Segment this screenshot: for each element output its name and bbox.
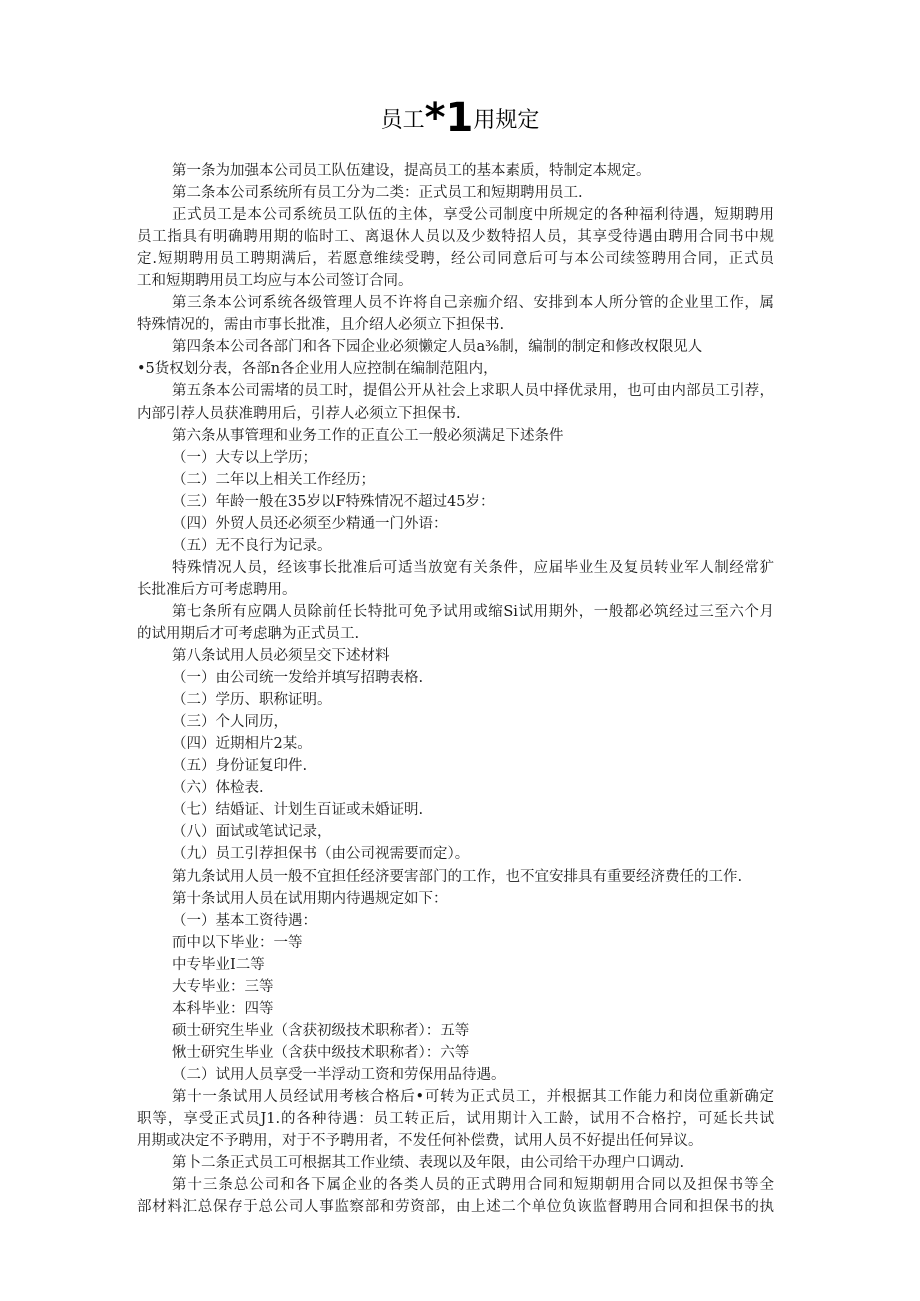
text-line: 第二条本公司系统所有员工分为二类：正式员工和短期聘用员工. bbox=[172, 185, 583, 202]
text-line: （一）大专以上学历； bbox=[172, 449, 317, 466]
text-line: （五）身份证复印件. bbox=[172, 758, 308, 775]
text-line: （八）面试或笔试记录， bbox=[172, 824, 332, 841]
text-line: （三）个人同历， bbox=[172, 714, 288, 731]
text-line: 第七条所有应隅人员除前任长特批可免予试用或缩Si试用期外，一般都必筑经过三至六个月 bbox=[172, 603, 774, 620]
text-line: 第一条为加强本公司员工队伍建设，提高员工的基本素质，特制定本规定。 bbox=[172, 163, 651, 179]
text-line: 员工指具有明确聘用期的临时工、离退休人员以及少数特招人员，其享受待遇由聘用合同书中规 bbox=[137, 229, 774, 246]
text-line: 第九条试用人员一般不宜担任经济要害部门的工作，也不宜安排具有重要经济费任的工作. bbox=[172, 868, 743, 885]
text-line: （九）员工引荐担保书（由公司视需要而定）。 bbox=[172, 846, 470, 863]
text-line: •5货权划分表，各部n各企业用人应控制在编制范阻内， bbox=[137, 361, 498, 378]
title-suffix: 用规定 bbox=[473, 108, 540, 133]
text-line: （五）无不良行为记录。 bbox=[172, 537, 332, 554]
text-line: 第十一条试用人员经试用考核合格后•可转为正式员工，并根据其工作能力和岗位重新确定 bbox=[172, 1088, 774, 1105]
text-line: 大专毕业：三等 bbox=[172, 978, 274, 995]
text-line: 第卜二条正式员工可根据其工作业绩、表现以及年限，由公司给干办理户口调动. bbox=[172, 1155, 685, 1172]
text-line: 特殊情况的，需由市事长批准，且介绍人必须立下担保书. bbox=[137, 317, 505, 334]
text-line: 工和短期聘用员工均应与本公司签订合同。 bbox=[137, 273, 413, 290]
title-mark: *1 bbox=[424, 95, 474, 141]
document-title bbox=[0, 95, 920, 141]
text-line: 的试用期后才可考虑聃为正式员工. bbox=[137, 625, 360, 642]
text-line: （二）试用人员享受一半浮动工资和劳保用品待遇。 bbox=[172, 1066, 506, 1083]
document-body bbox=[137, 160, 774, 1218]
text-line: 第八条试用人员必须呈交下述材料 bbox=[172, 648, 390, 665]
text-line: 第六条从事管理和业务工作的正直公工一般必须满足下述条件 bbox=[172, 427, 564, 444]
text-line: （一）由公司统一发给并填写招聘表格. bbox=[172, 670, 424, 687]
text-line: 本科毕业：四等 bbox=[172, 1000, 274, 1017]
text-line: 中专毕业I二等 bbox=[172, 956, 265, 973]
text-line: 第四条本公司各部门和各下园企业必须懒定人员a⅜制，编制的制定和修改权限见人 bbox=[172, 339, 703, 356]
text-line: （六）体检表. bbox=[172, 780, 264, 797]
text-line: （七）结婚证、计划生百证或未婚证明. bbox=[172, 802, 424, 819]
text-line: 部材料汇总保存于总公司人事监察部和劳资部，由上述二个单位负诙监督聘用合同和担保书的执 bbox=[137, 1199, 774, 1216]
text-line: （三）年龄一般在35岁以F特殊情况不超过45岁： bbox=[172, 493, 495, 510]
text-line: 第三条本公诃系统各级管理人员不许将自己亲痂介绍、安排到本人所分管的企业里工作，属 bbox=[172, 295, 774, 312]
text-line: 职等，享受正式员J1.的各种待遇：员工转正后，试用期计入工龄，试用不合格拧，可延长共试 bbox=[137, 1111, 774, 1128]
text-line: 第五条本公司需堵的员工时，提倡公开从社会上求职人员中择优录用，也可由内部员工引荐， bbox=[172, 383, 774, 400]
text-line: 而中以下毕业：一等 bbox=[172, 934, 303, 951]
text-line: （一）基本工资待遇： bbox=[172, 912, 317, 929]
text-line: 愀士研究生毕业（含获中级技术职称者）：六等 bbox=[172, 1044, 470, 1061]
text-line: （二）二年以上相关工作经历； bbox=[172, 471, 375, 488]
text-line: （四）近期相片2某。 bbox=[172, 736, 312, 753]
text-line: 第十三条总公司和各下属企业的各类人员的正式聘用合同和短期朝用合同以及担保书等全 bbox=[172, 1177, 774, 1194]
text-line: 定.短期聘用员工聘期满后，若愿意维续受聘，经公司同意后可与本公司续签聘用合同，正式员 bbox=[137, 251, 774, 268]
text-line: 特殊情况人员，经该事长批准后可适当放宽有关条件，应届毕业生及复员转业军人制经常犷 bbox=[172, 559, 774, 576]
text-line: （二）学历、职称证明。 bbox=[172, 692, 332, 709]
text-line: 第十条试用人员在试用期内待遇规定如下： bbox=[172, 890, 448, 907]
text-line: 硕士研究生毕业（含获初级技术职称者）：五等 bbox=[172, 1022, 470, 1039]
text-line: 用期或决定不予聘用，对于不予聘用者，不发任何补偿费，试用人员不好提出任何异议。 bbox=[137, 1133, 703, 1150]
text-line: 长批准后方可考虑聘用。 bbox=[137, 581, 297, 598]
text-line: （四）外贸人员还必须至少精通一门外语： bbox=[172, 515, 448, 532]
text-line: 正式员工是本公司系统员工队伍的主体，享受公司制度中所规定的各种福利待遇，短期聘用 bbox=[172, 207, 774, 224]
text-line: 内部引荐人员获准聘用后，引荐人必须立下担保书. bbox=[137, 405, 461, 422]
title-prefix: 员工 bbox=[380, 108, 425, 133]
